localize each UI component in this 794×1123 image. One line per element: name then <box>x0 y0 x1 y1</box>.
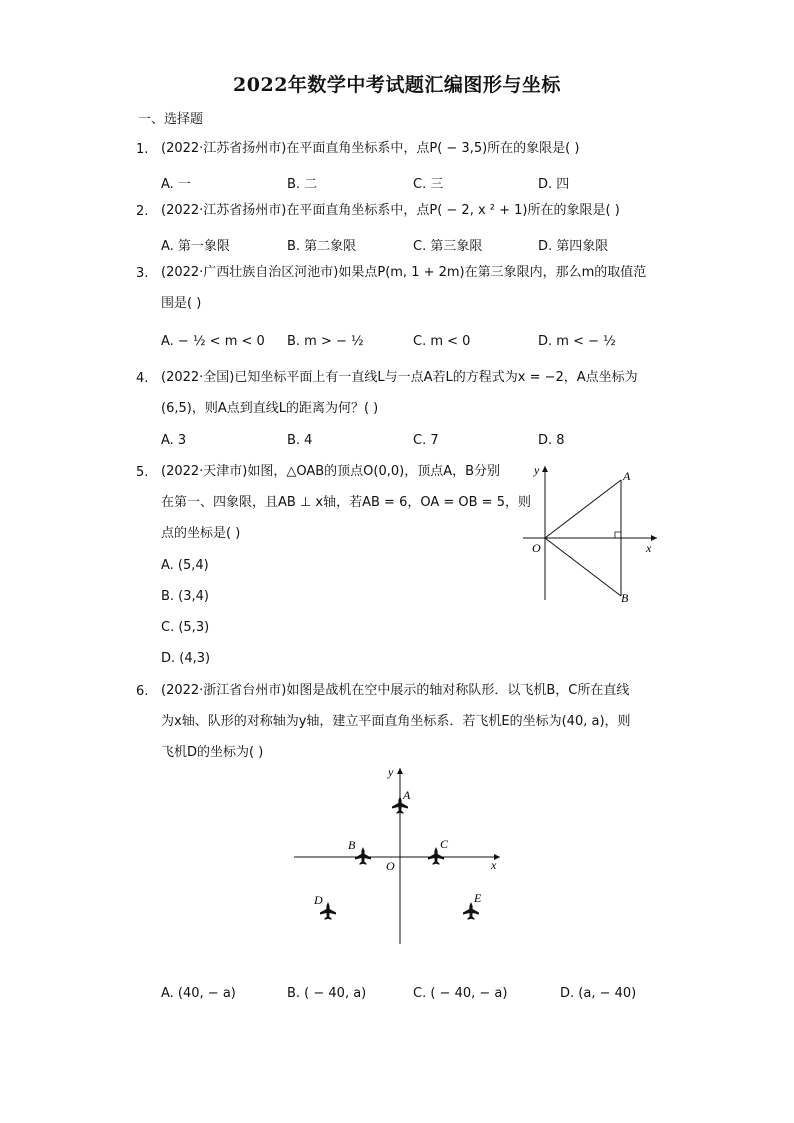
origin-label: O <box>386 859 395 873</box>
option-b: B. 4 <box>287 433 313 448</box>
option-c: C. m < 0 <box>413 334 471 349</box>
option-d: D. 四 <box>538 177 570 192</box>
x-axis-label: x <box>646 541 652 555</box>
question-number: 2. <box>136 204 149 219</box>
plane-c-label: C <box>440 837 449 851</box>
fighter-formation-figure <box>290 762 505 947</box>
option-b: B. m > − ½ <box>287 334 364 349</box>
plane-b-icon <box>355 847 371 865</box>
point-a-label: A <box>623 469 631 483</box>
option-b: B. 第二象限 <box>287 239 357 254</box>
segment-oa <box>545 480 621 538</box>
question-text: (2022·全国)已知坐标平面上有一直线L与一点A若L的方程式为x = −2，A点坐标为 <box>161 370 638 385</box>
plane-b-label: B <box>348 838 356 852</box>
option-d: D. (4,3) <box>161 651 211 666</box>
question-number: 5. <box>136 465 149 480</box>
option-a: A. (40, − a) <box>161 986 236 1001</box>
plane-d-label: D <box>314 893 323 907</box>
question-text: (2022·江苏省扬州市)在平面直角坐标系中，点P( − 3,5)所在的象限是( ) <box>161 141 580 156</box>
option-c: C. 7 <box>413 433 439 448</box>
question-number: 4. <box>136 371 149 386</box>
question-number: 1. <box>136 142 149 157</box>
x-axis-label: x <box>491 858 497 872</box>
option-d: D. 第四象限 <box>538 239 609 254</box>
question-number: 3. <box>136 266 149 281</box>
option-d: D. (a, − 40) <box>560 986 637 1001</box>
triangle-oab-figure <box>515 460 665 605</box>
option-c: C. 第三象限 <box>413 239 483 254</box>
y-axis-label: y <box>388 765 394 779</box>
page-title: 2022年数学中考试题汇编图形与坐标 <box>233 74 561 96</box>
question-text: 在第一、四象限，且AB ⊥ x轴，若AB = 6，OA = OB = 5，则 <box>161 495 531 510</box>
question-text: (6,5)，则A点到直线L的距离为何？( ) <box>161 401 379 416</box>
segment-ob <box>545 538 621 596</box>
option-c: C. (5,3) <box>161 620 210 635</box>
y-axis-label: y <box>534 463 540 477</box>
option-a: A. 3 <box>161 433 187 448</box>
option-b: B. 二 <box>287 177 318 192</box>
section-heading: 一、选择题 <box>138 112 204 127</box>
option-a: A. − ½ < m < 0 <box>161 334 265 349</box>
option-c: C. ( − 40, − a) <box>413 986 508 1001</box>
question-text: 飞机D的坐标为( ) <box>161 745 264 760</box>
plane-e-label: E <box>474 891 482 905</box>
question-text: (2022·浙江省台州市)如图是战机在空中展示的轴对称队形．以飞机B，C所在直线 <box>161 683 630 698</box>
question-text: 为x轴、队形的对称轴为y轴，建立平面直角坐标系．若飞机E的坐标为(40, a)，则 <box>161 714 631 729</box>
question-text: (2022·天津市)如图，△OAB的顶点O(0,0)，顶点A，B分别 <box>161 464 501 479</box>
option-b: B. ( − 40, a) <box>287 986 367 1001</box>
question-text: 围是( ) <box>161 296 202 311</box>
option-a: A. 一 <box>161 177 191 192</box>
option-a: A. 第一象限 <box>161 239 230 254</box>
option-d: D. m < − ½ <box>538 334 616 349</box>
option-b: B. (3,4) <box>161 589 210 604</box>
question-text: (2022·江苏省扬州市)在平面直角坐标系中，点P( − 2, x ² + 1)所在的象限是( ) <box>161 203 620 218</box>
question-number: 6. <box>136 684 149 699</box>
plane-a-label: A <box>403 788 411 802</box>
option-d: D. 8 <box>538 433 565 448</box>
question-text: 点的坐标是( ) <box>161 526 241 541</box>
question-text: (2022·广西壮族自治区河池市)如果点P(m, 1 + 2m)在第三象限内，那么m的取值范 <box>161 265 647 280</box>
option-a: A. (5,4) <box>161 558 209 573</box>
option-c: C. 三 <box>413 177 444 192</box>
origin-label: O <box>532 541 541 555</box>
right-angle-mark <box>615 532 621 538</box>
point-b-label: B <box>621 591 629 605</box>
